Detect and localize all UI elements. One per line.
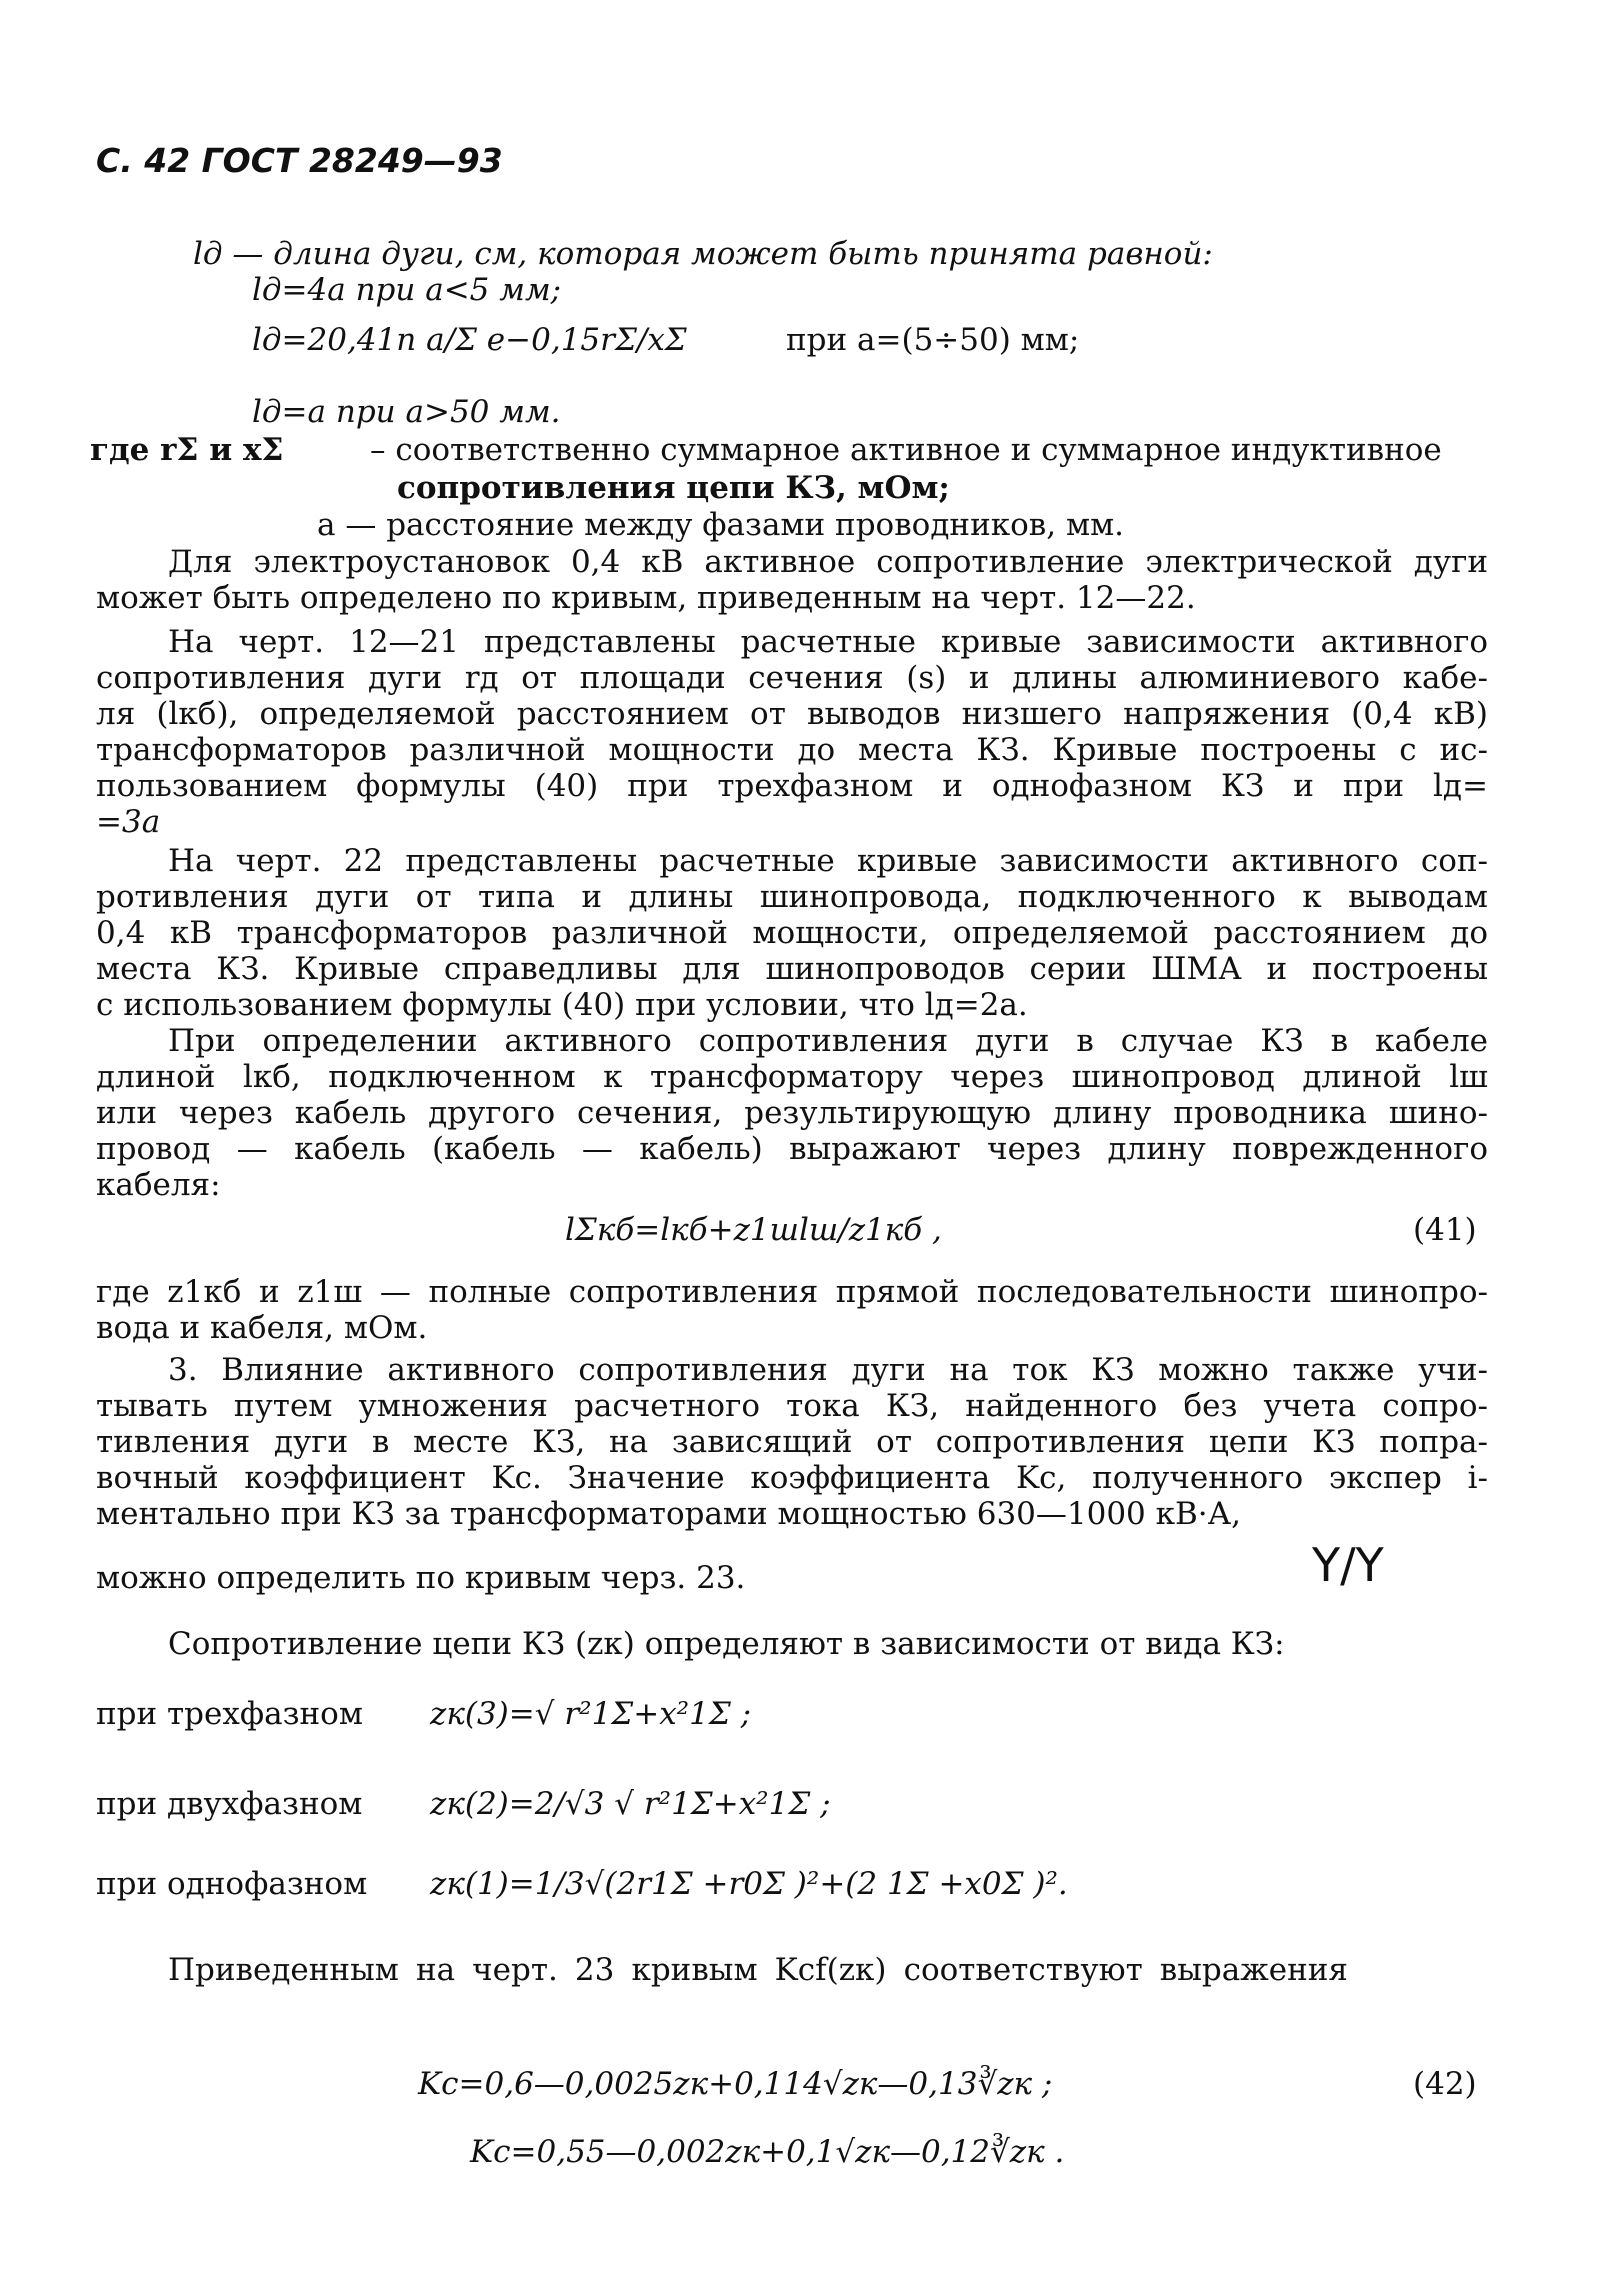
- p4-line-3: или через кабель другого сечения, результирующую длину проводника шино-: [96, 1095, 1488, 1131]
- p5-line-2: вода и кабеля, мОм.: [96, 1310, 428, 1346]
- p8-text: Сопротивление цепи КЗ (zк) определяют в зависимости от вида КЗ:: [168, 1626, 1285, 1662]
- p5-line-1: где z1кб и z1ш — полные сопротивления прямой последовательности шинопро-: [96, 1274, 1488, 1310]
- p9-text: Приведенным на черт. 23 кривым Kсf(zк) соответствуют выражения: [168, 1952, 1348, 1988]
- p1-line-2: может быть определено по кривым, приведенным на черт. 12—22.: [96, 580, 1196, 616]
- p3-line-5: с использованием формулы (40) при условии, что lд=2a.: [96, 987, 1028, 1023]
- equation-42-line-1: Kс=0,6—0,0025zк+0,114√zк—0,13∛zк ;: [418, 2066, 1053, 2102]
- p4-line-5: кабеля:: [96, 1167, 221, 1203]
- arc-length-case-1: lд=4a при a<5 мм;: [252, 272, 562, 308]
- p6-line-2: тывать путем умножения расчетного тока КЗ, найденного без учета сопро-: [96, 1388, 1488, 1424]
- p3-line-2: ротивления дуги от типа и длины шинопровода, подключенного к выводам: [96, 879, 1488, 915]
- p3-line-1: На черт. 22 представлены расчетные кривые зависимости активного соп-: [168, 843, 1488, 879]
- equation-42-line-2: Kс=0,55—0,002zк+0,1√zк—0,12∛zк .: [470, 2134, 1065, 2170]
- p2-line-6: =3a: [96, 804, 161, 840]
- equation-41: lΣкб=lкб+z1шlш/z1кб ,: [565, 1212, 942, 1248]
- case-formula-single-phase: zк(1)=1/3√(2r1Σ +r0Σ )²+(2 1Σ +x0Σ )².: [430, 1866, 1068, 1902]
- p3-line-3: 0,4 кВ трансформаторов различной мощности, определяемой расстоянием до: [96, 915, 1488, 951]
- p1-line-1: Для электроустановок 0,4 кВ активное сопротивление электрической дуги: [168, 544, 1488, 580]
- p2-line-3: ля (lкб), определяемой расстоянием от выводов низшего напряжения (0,4 кВ): [96, 696, 1488, 732]
- p2-line-4: трансформаторов различной мощности до места КЗ. Кривые построены с ис-: [96, 732, 1488, 768]
- page-header: С. 42 ГОСТ 28249—93: [96, 141, 503, 180]
- handwritten-note: Y/Y: [1312, 1538, 1384, 1592]
- p4-line-1: При определении активного сопротивления дуги в случае КЗ в кабеле: [168, 1023, 1488, 1059]
- equation-42-number: (42): [1413, 2066, 1477, 2102]
- case-label-single-phase: при однофазном: [96, 1866, 368, 1902]
- p6-line-1: 3. Влияние активного сопротивления дуги на ток КЗ можно также учи-: [168, 1352, 1488, 1388]
- where-line-3: a — расстояние между фазами проводников, мм.: [317, 507, 1125, 543]
- p7-text: можно определить по кривым черз. 23.: [96, 1560, 746, 1596]
- p2-line-5: пользованием формулы (40) при трехфазном и однофазном КЗ и при lд=: [96, 768, 1488, 804]
- p4-line-2: длиной lкб, подключенном к трансформатору через шинопровод длиной lш: [96, 1059, 1488, 1095]
- p6-line-4: вочный коэффициент Kс. Значение коэффициента Kс, полученного экспер i-: [96, 1460, 1488, 1496]
- arc-length-case-2-condition: при a=(5÷50) мм;: [786, 322, 1080, 358]
- case-label-three-phase: при трехфазном: [96, 1696, 363, 1732]
- p4-line-4: провод — кабель (кабель — кабель) выражают через длину поврежденного: [96, 1131, 1488, 1167]
- arc-length-intro: lд — длина дуги, см, которая может быть принята равной:: [193, 236, 1213, 272]
- p2-line-2: сопротивления дуги rд от площади сечения (s) и длины алюминиевого кабе-: [96, 660, 1488, 696]
- p3-line-4: места КЗ. Кривые справедливы для шинопроводов серии ШМА и построены: [96, 951, 1488, 987]
- where-line-2: сопротивления цепи КЗ, мОм;: [397, 470, 950, 506]
- where-line-1: – соответственно суммарное активное и суммарное индуктивное: [370, 432, 1442, 468]
- where-lead: где rΣ и xΣ: [90, 432, 284, 468]
- p6-line-5: ментально при КЗ за трансформаторами мощностью 630—1000 кВ·А,: [96, 1496, 1241, 1532]
- arc-length-case-2-formula: lд=20,41n a/Σ e−0,15rΣ/xΣ: [252, 322, 687, 358]
- case-formula-three-phase: zк(3)=√ r²1Σ+x²1Σ ;: [430, 1696, 752, 1732]
- case-formula-two-phase: zк(2)=2/√3 √ r²1Σ+x²1Σ ;: [430, 1786, 831, 1822]
- arc-length-case-3: lд=a при a>50 мм.: [252, 394, 561, 430]
- p2-line-1: На черт. 12—21 представлены расчетные кривые зависимости активного: [168, 624, 1488, 660]
- equation-41-number: (41): [1413, 1212, 1477, 1248]
- case-label-two-phase: при двухфазном: [96, 1786, 363, 1822]
- p6-line-3: тивления дуги в месте КЗ, на зависящий от сопротивления цепи КЗ попра-: [96, 1424, 1488, 1460]
